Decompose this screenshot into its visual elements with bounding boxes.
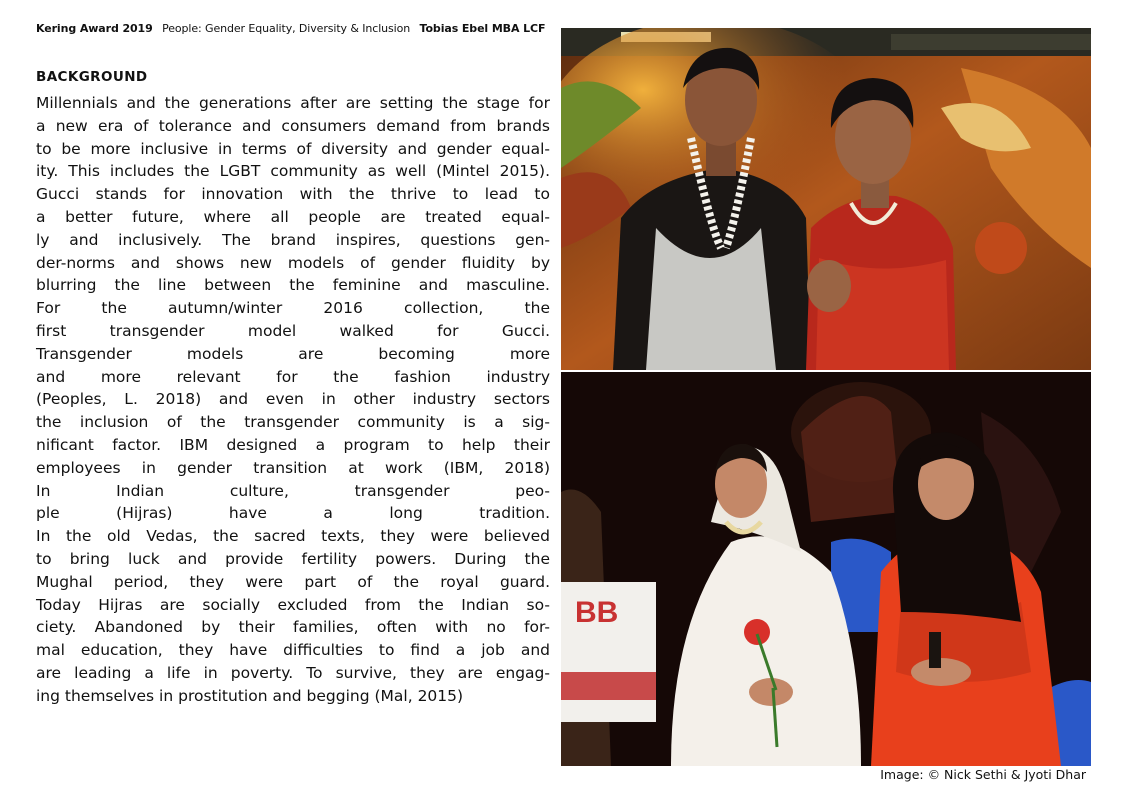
text-line: blurring the line between the feminine and masculine. xyxy=(36,276,550,295)
text-line: employees in gender transition at work (IBM, 2018) xyxy=(36,458,550,477)
text-line: Today Hijras are socially excluded from the Indian so- xyxy=(36,595,550,614)
text-line: ing themselves in prostitution and begging (Mal, 2015) xyxy=(36,686,464,705)
text-line: ple (Hijras) have a long tradition. xyxy=(36,504,550,523)
text-line: are leading a life in poverty. To survive, they are engag- xyxy=(36,663,550,682)
text-line: In Indian culture, transgender peo- xyxy=(36,481,550,500)
header-award: Kering Award 2019 xyxy=(36,22,153,35)
page-header xyxy=(36,21,551,37)
text-line: first transgender model walked for Gucci. xyxy=(36,321,550,340)
text-line: In the old Vedas, the sacred texts, they were believed xyxy=(36,527,550,546)
text-line: to be more inclusive in terms of diversity and gender equal- xyxy=(36,139,550,158)
text-line: Millennials and the generations after are setting the stage for xyxy=(36,94,550,112)
photo-column xyxy=(561,28,1091,766)
text-line: mal education, they have difficulties to find a job and xyxy=(36,641,550,660)
header-category: People: Gender Equality, Diversity & Inclusion xyxy=(162,22,411,35)
photo-top-illustration xyxy=(561,28,1091,370)
text-line: For the autumn/winter 2016 collection, the xyxy=(36,299,550,318)
text-line: to bring luck and provide fertility powers. During the xyxy=(36,549,550,568)
photo-top xyxy=(561,28,1091,370)
text-line: and more relevant for the fashion industry xyxy=(36,367,550,386)
photo-bottom xyxy=(561,372,1091,766)
text-line: a new era of tolerance and consumers demand from brands xyxy=(36,116,550,135)
text-line: ciety. Abandoned by their families, often with no for- xyxy=(36,618,550,637)
text-line: Transgender models are becoming more xyxy=(36,344,550,363)
text-line: the inclusion of the transgender community is a sig- xyxy=(36,413,550,432)
text-line: ly and inclusively. The brand inspires, questions gen- xyxy=(36,230,550,249)
text-line: Mughal period, they were part of the royal guard. xyxy=(36,572,550,591)
text-line: (Peoples, L. 2018) and even in other industry sectors xyxy=(36,390,550,409)
text-line: a better future, where all people are treated equal- xyxy=(36,207,550,226)
photo-bottom-illustration xyxy=(561,372,1091,766)
image-credit: Image: © Nick Sethi & Jyoti Dhar xyxy=(880,767,1086,782)
background-text xyxy=(36,92,550,708)
text-line: ity. This includes the LGBT community as well (Mintel 2015). xyxy=(36,162,550,181)
text-line: Gucci stands for innovation with the thrive to lead to xyxy=(36,185,550,204)
text-line: der-norms and shows new models of gender fluidity by xyxy=(36,253,550,272)
text-line: nificant factor. IBM designed a program to help their xyxy=(36,435,550,454)
header-author: Tobias Ebel MBA LCF xyxy=(419,22,546,35)
bag-logo: BB xyxy=(575,596,619,629)
section-heading: BACKGROUND xyxy=(36,69,148,85)
